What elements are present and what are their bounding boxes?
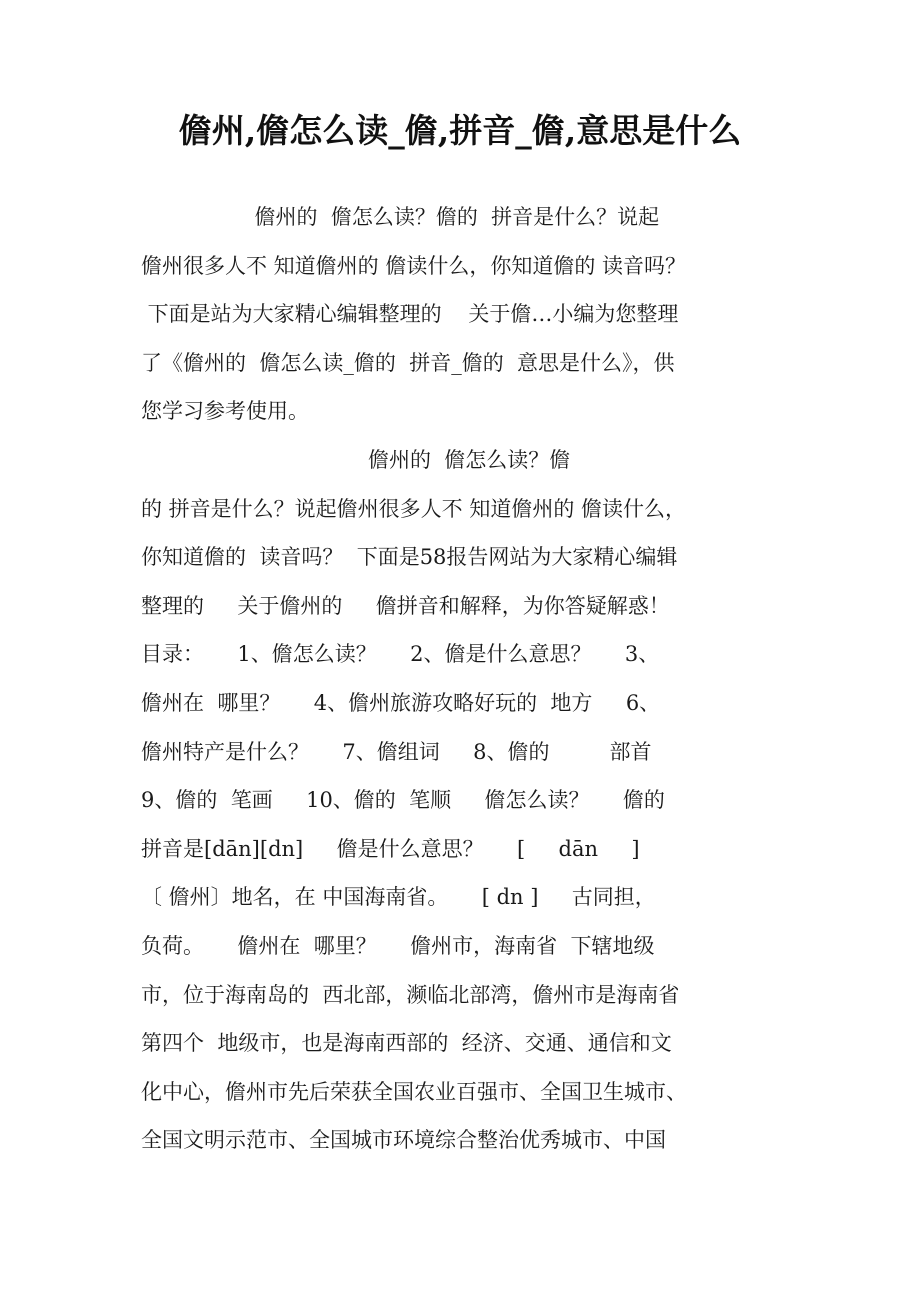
body-line: 儋州的 儋怎么读？儋 xyxy=(141,447,571,472)
body-line: 市，位于海南岛的 西北部，濒临北部湾，儋州市是海南省 xyxy=(141,982,680,1007)
body-line: 儋州很多人不 知道儋州的 儋读什么，你知道儋的 读音吗？ xyxy=(141,253,687,278)
body-line: 的 拼音是什么？说起儋州很多人不 知道儋州的 儋读什么， xyxy=(141,496,687,521)
body-line: 9、儋的 笔画 10、儋的 笔顺 儋怎么读？ 儋的 xyxy=(141,788,665,813)
body-line: 儋州在 哪里？ 4、儋州旅游攻略好玩的 地方 6、 xyxy=(141,690,661,715)
body-line: 负荷。 儋州在 哪里？ 儋州市，海南省 下辖地级 xyxy=(141,933,655,958)
body-line: 你知道儋的 读音吗？ 下面是58报告网站为大家精心编辑 xyxy=(141,545,678,570)
body-line: 了《儋州的 儋怎么读_儋的 拼音_儋的 意思是什么》，供 xyxy=(141,350,675,375)
body-line: 儋州特产是什么？ 7、儋组词 8、儋的 部首 xyxy=(141,739,652,764)
body-line: 拼音是[dān][dn] 儋是什么意思？ [ dān ] xyxy=(141,836,640,861)
body-line: 化中心，儋州市先后荣获全国农业百强市、全国卫生城市、 xyxy=(141,1079,687,1104)
body-line: 整理的 关于儋州的 儋拼音和解释，为你答疑解惑！ xyxy=(141,593,670,618)
document-body xyxy=(141,193,781,1165)
body-line: 目录： 1、儋怎么读？ 2、儋是什么意思？ 3、 xyxy=(141,642,660,667)
body-line: 您学习参考使用。 xyxy=(141,399,309,424)
document-title: 儋州,儋怎么读_儋,拼音_儋,意思是什么 xyxy=(178,111,742,150)
body-line: 下面是站为大家精心编辑整理的 关于儋…小编为您整理 xyxy=(141,302,679,327)
body-line: 〔 儋州〕地名，在 中国海南省。 [ dn ] 古同担， xyxy=(141,885,656,910)
body-line: 第四个 地级市，也是海南西部的 经济、交通、通信和文 xyxy=(141,1031,672,1056)
body-line: 全国文明示范市、全国城市环境综合整治优秀城市、中国 xyxy=(141,1128,666,1153)
body-line: 儋州的 儋怎么读？儋的 拼音是什么？说起 xyxy=(141,205,660,229)
